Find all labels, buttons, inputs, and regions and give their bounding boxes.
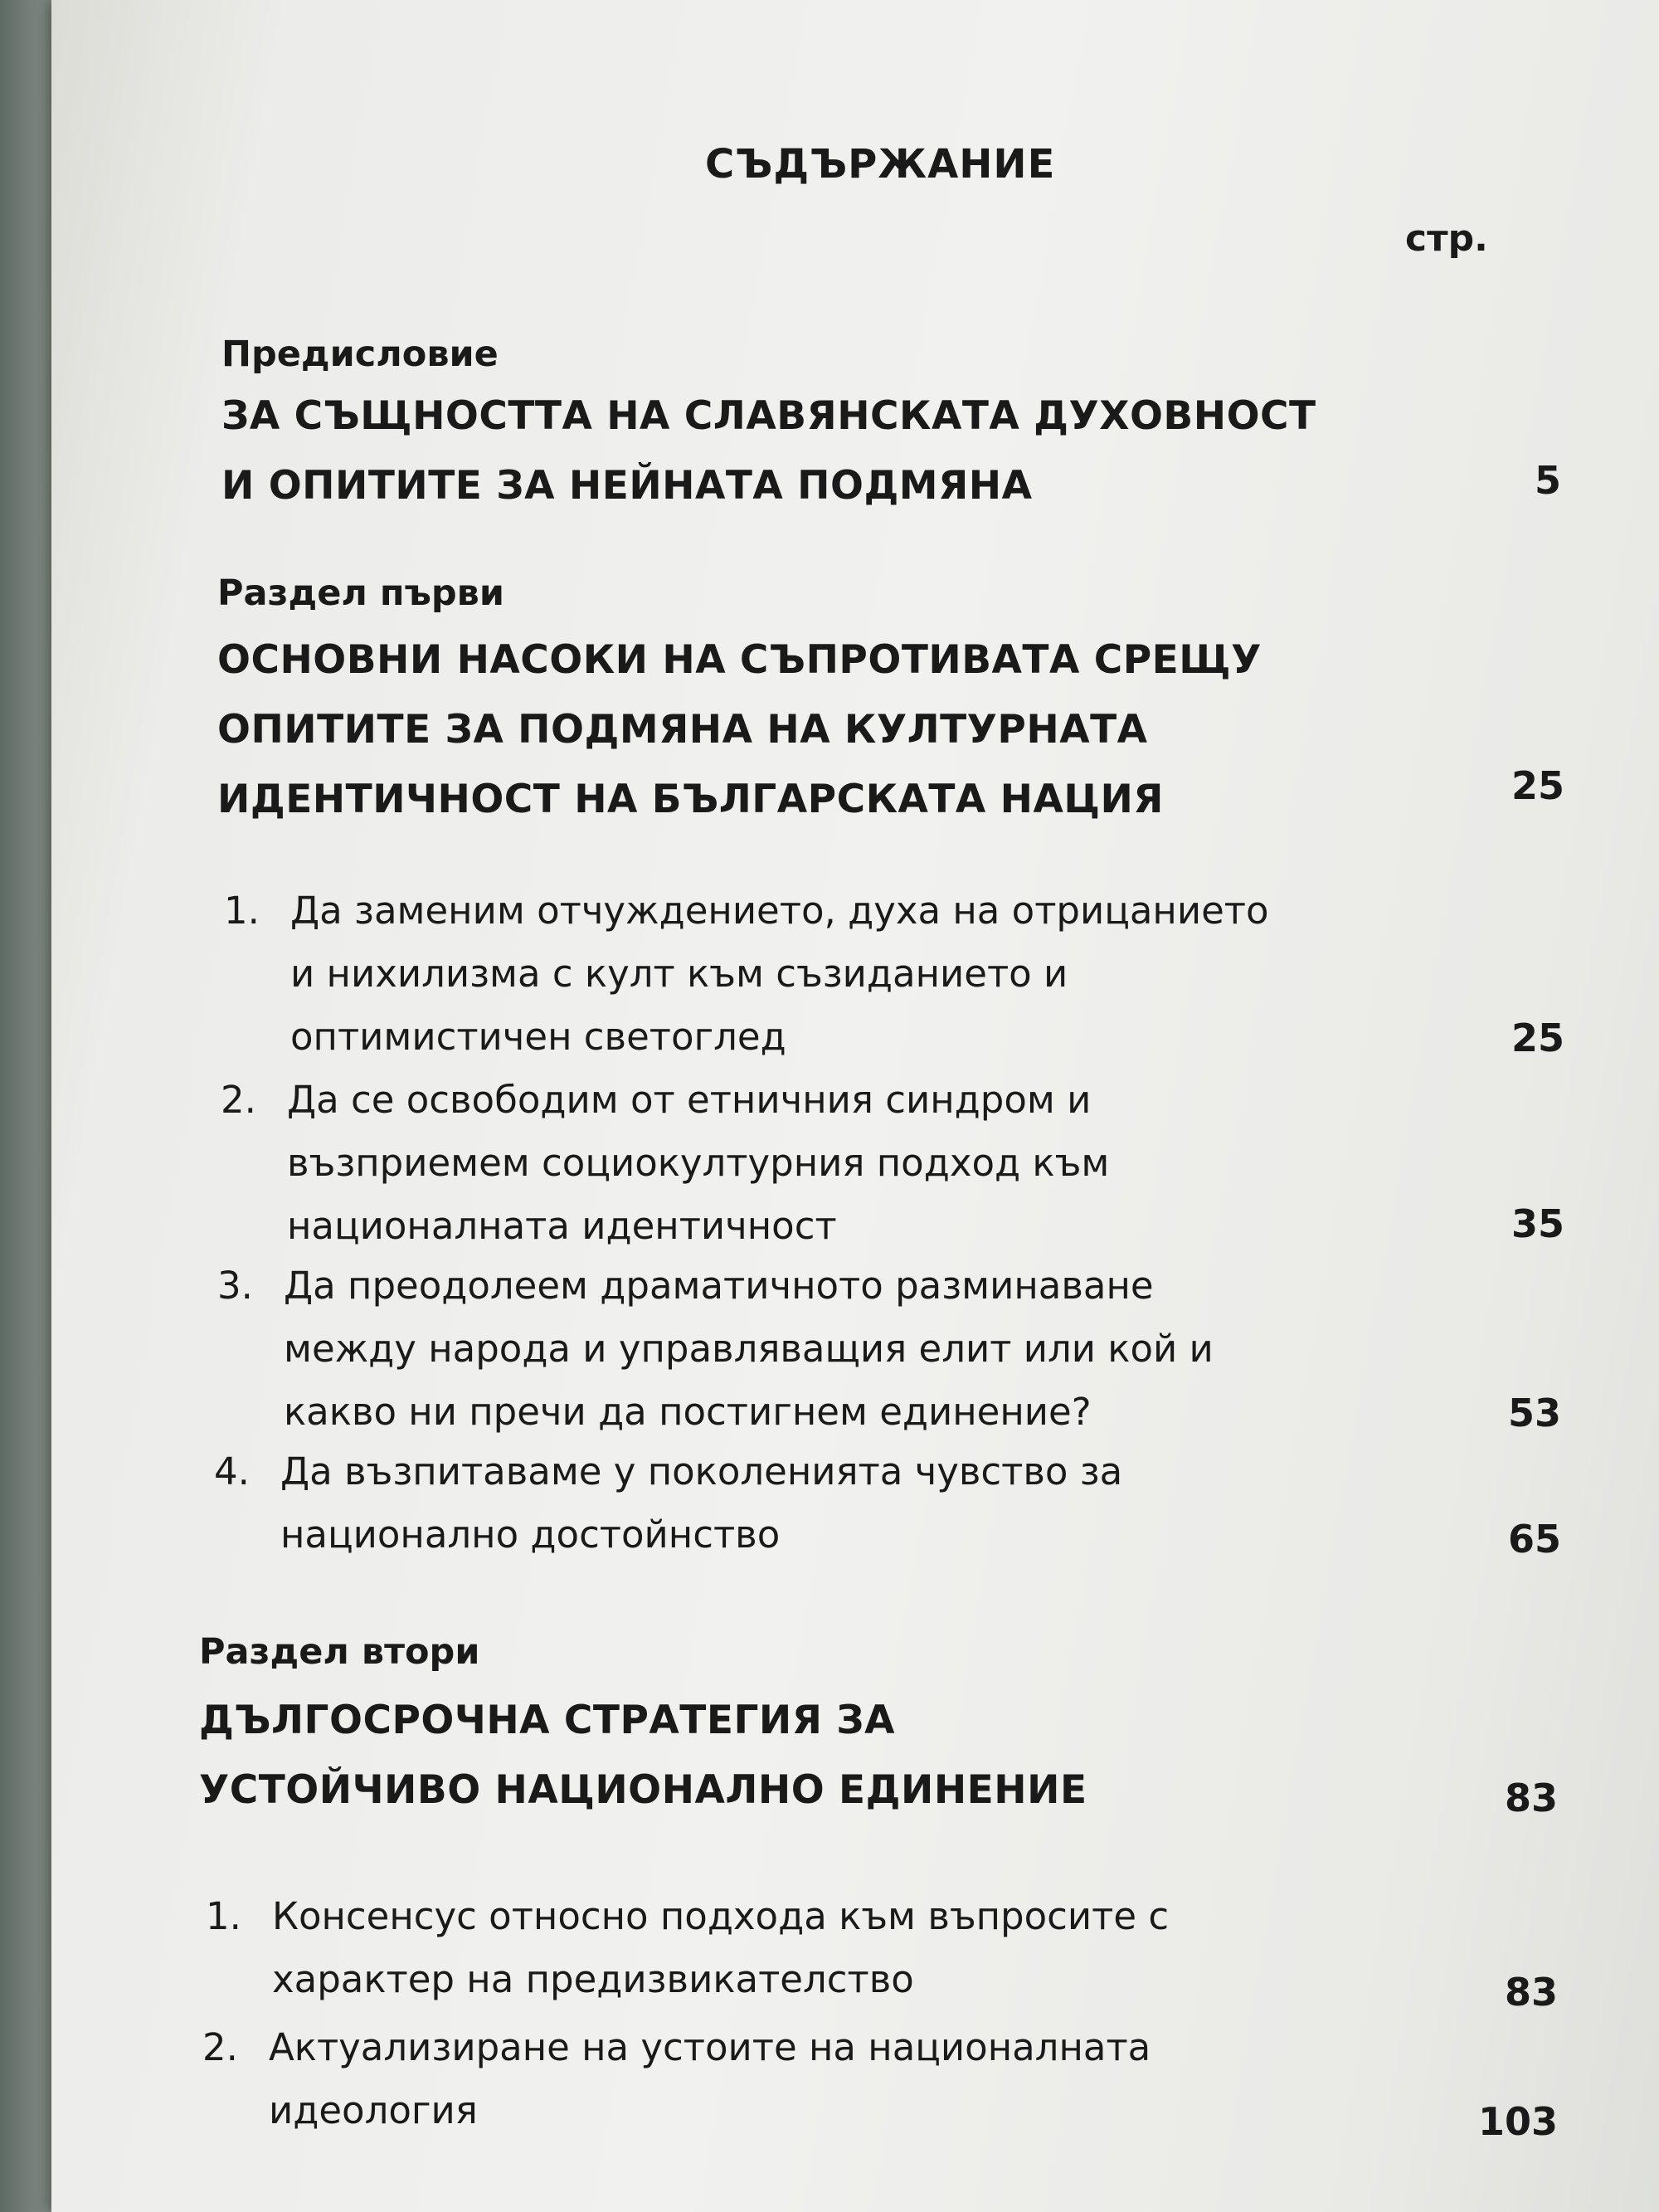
item-line: Да възпитаваме у поколенията чувство за [280, 1449, 1123, 1493]
page-title: СЪДЪРЖАНИЕ [705, 141, 1056, 188]
item-number: 3. [217, 1264, 253, 1308]
section1-heading [217, 626, 1262, 835]
heading-line: ЗА СЪЩНОСТТА НА СЛАВЯНСКАТА ДУХОВНОСТ [221, 393, 1316, 439]
item-line: и нихилизма с култ към съзиданието и [290, 952, 1068, 996]
item-line: Да се освободим от етничния синдром и [287, 1078, 1092, 1122]
page-number: 53 [1507, 1391, 1561, 1435]
item-number: 1. [206, 1894, 241, 1938]
page-number: 25 [1511, 1016, 1564, 1060]
page-number: 5 [1534, 458, 1561, 503]
heading-line: ИДЕНТИЧНОСТ НА БЪЛГАРСКАТА НАЦИЯ [217, 777, 1164, 822]
book-page [51, 0, 1659, 2212]
background-surface [0, 0, 58, 2212]
item-line: националната идентичност [287, 1204, 837, 1248]
preface-label: Предисловие [221, 334, 499, 375]
section2-heading [199, 1686, 1087, 1825]
heading-line: ДЪЛГОСРОЧНА СТРАТЕГИЯ ЗА [199, 1698, 896, 1743]
section1-label: Раздел първи [217, 572, 505, 614]
item-number: 2. [221, 1078, 256, 1122]
item-line: между народа и управляващия елит или кой и [284, 1327, 1214, 1371]
page-number: 103 [1477, 2099, 1558, 2144]
preface-heading [221, 382, 1316, 521]
item-line: Да преодолеем драматичното разминаване [284, 1264, 1154, 1308]
item-number: 1. [224, 889, 260, 933]
heading-line: И ОПИТИТЕ ЗА НЕЙНАТА ПОДМЯНА [221, 463, 1033, 509]
page-column-label: стр. [1405, 217, 1488, 260]
section2-label: Раздел втори [199, 1631, 480, 1673]
item-line: Да заменим отчуждението, духа на отрицанието [290, 889, 1269, 933]
item-number: 2. [202, 2025, 238, 2069]
heading-line: ОПИТИТЕ ЗА ПОДМЯНА НА КУЛТУРНАТА [217, 707, 1148, 753]
item-line: Консенсус относно подхода към въпросите с [272, 1894, 1170, 1938]
item-line: възприемем социокултурния подход към [287, 1141, 1110, 1185]
page-number: 83 [1504, 1970, 1558, 2015]
page-number: 83 [1504, 1776, 1558, 1820]
item-line: характер на предизвикателство [272, 1957, 914, 2001]
page-number: 65 [1507, 1517, 1561, 1562]
item-line: идеология [269, 2088, 478, 2132]
item-line: оптимистичен светоглед [290, 1015, 786, 1059]
item-line: Актуализиране на устоите на националната [269, 2025, 1151, 2069]
page-number: 25 [1511, 763, 1564, 808]
heading-line: УСТОЙЧИВО НАЦИОНАЛНО ЕДИНЕНИЕ [199, 1767, 1087, 1813]
heading-line: ОСНОВНИ НАСОКИ НА СЪПРОТИВАТА СРЕЩУ [217, 637, 1262, 683]
item-line: национално достойнство [280, 1513, 781, 1557]
item-number: 4. [214, 1449, 250, 1493]
item-line: какво ни пречи да постигнем единение? [284, 1390, 1092, 1434]
page-number: 35 [1511, 1201, 1564, 1246]
